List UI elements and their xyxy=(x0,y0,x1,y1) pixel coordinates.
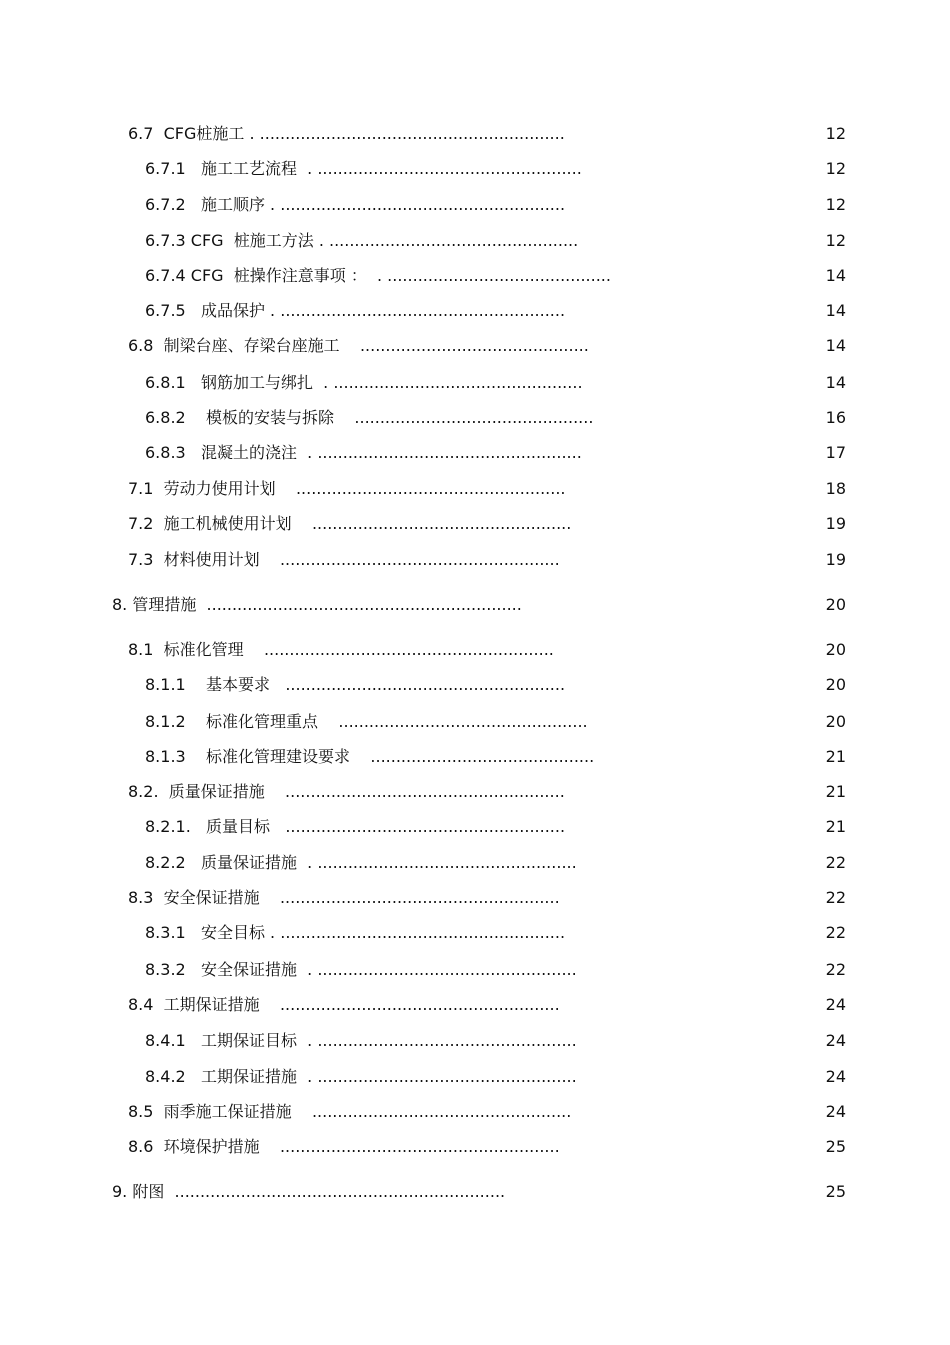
toc-entry-page-number: 14 xyxy=(825,301,846,320)
toc-entry[interactable] xyxy=(0,884,950,912)
toc-entry-title: 7.2 施工机械使用计划 ................................................... xyxy=(128,514,572,533)
toc-entry-title: 8. 管理措施 .............................................................. xyxy=(112,595,522,614)
toc-entry-page-number: 25 xyxy=(825,1137,846,1156)
toc-entry[interactable] xyxy=(0,155,950,183)
toc-entry[interactable] xyxy=(0,743,950,771)
toc-entry-title: 6.8.1 钢筋加工与绑扎 . ................................................. xyxy=(145,373,583,392)
toc-entry-title: 6.7.3 CFG 桩施工方法 . ................................................. xyxy=(145,231,579,250)
toc-entry-title: 7.3 材料使用计划 ....................................................... xyxy=(128,550,560,569)
toc-entry[interactable] xyxy=(0,262,950,290)
toc-entry-page-number: 16 xyxy=(825,408,846,427)
toc-entry-title: 8.4.1 工期保证目标 . ................................................... xyxy=(145,1031,577,1050)
toc-entry[interactable] xyxy=(0,120,950,148)
toc-entry-page-number: 25 xyxy=(825,1182,846,1201)
toc-entry-title: 8.3 安全保证措施 ....................................................... xyxy=(128,888,560,907)
toc-entry-title: 8.1.2 标准化管理重点 ................................................. xyxy=(145,712,588,731)
toc-entry-page-number: 22 xyxy=(825,923,846,942)
toc-entry[interactable] xyxy=(0,297,950,325)
toc-entry[interactable] xyxy=(0,1098,950,1126)
toc-entry-title: 8.4 工期保证措施 ....................................................... xyxy=(128,995,560,1014)
toc-entry-page-number: 14 xyxy=(825,266,846,285)
toc-entry-page-number: 21 xyxy=(825,817,846,836)
toc-entry[interactable] xyxy=(0,475,950,503)
toc-entry[interactable] xyxy=(0,546,950,574)
toc-entry[interactable] xyxy=(0,1063,950,1091)
toc-entry-title: 6.8.2 模板的安装与拆除 ............................................... xyxy=(145,408,594,427)
toc-entry-title: 8.2.1. 质量目标 ....................................................... xyxy=(145,817,566,836)
toc-entry-page-number: 12 xyxy=(825,124,846,143)
toc-entry-title: 6.8 制梁台座、存梁台座施工 ............................................. xyxy=(128,336,589,355)
toc-entry-page-number: 14 xyxy=(825,336,846,355)
toc-entry[interactable] xyxy=(0,849,950,877)
toc-entry-page-number: 14 xyxy=(825,373,846,392)
toc-entry[interactable] xyxy=(0,778,950,806)
toc-entry[interactable] xyxy=(0,332,950,360)
toc-entry-page-number: 20 xyxy=(825,595,846,614)
toc-entry-title: 8.3.2 安全保证措施 . ................................................... xyxy=(145,960,577,979)
toc-entry-page-number: 22 xyxy=(825,888,846,907)
toc-entry[interactable] xyxy=(0,439,950,467)
toc-entry[interactable] xyxy=(0,1027,950,1055)
toc-entry-title: 6.7.2 施工顺序 . ........................................................ xyxy=(145,195,566,214)
toc-entry-title: 8.4.2 工期保证措施 . ................................................... xyxy=(145,1067,577,1086)
toc-entry-page-number: 24 xyxy=(825,995,846,1014)
toc-entry-title: 8.1.3 标准化管理建设要求 ............................................ xyxy=(145,747,595,766)
toc-entry-page-number: 22 xyxy=(825,853,846,872)
toc-entry-page-number: 21 xyxy=(825,782,846,801)
toc-entry[interactable] xyxy=(0,813,950,841)
toc-entry[interactable] xyxy=(0,369,950,397)
toc-entry[interactable] xyxy=(0,671,950,699)
toc-entry-title: 6.7.4 CFG 桩操作注意事项 ： . ............................................ xyxy=(145,266,611,285)
toc-entry[interactable] xyxy=(0,991,950,1019)
toc-entry-title: 6.7 CFG桩施工 . ............................................................ xyxy=(128,124,565,143)
toc-entry[interactable] xyxy=(0,1133,950,1161)
toc-entry-title: 6.8.3 混凝土的浇注 . .................................................... xyxy=(145,443,582,462)
toc-entry-title: 8.6 环境保护措施 ....................................................... xyxy=(128,1137,560,1156)
toc-entry[interactable] xyxy=(0,919,950,947)
toc-entry[interactable] xyxy=(0,636,950,664)
toc-entry-page-number: 22 xyxy=(825,960,846,979)
toc-entry-page-number: 20 xyxy=(825,675,846,694)
toc-entry-title: 7.1 劳动力使用计划 ..................................................... xyxy=(128,479,566,498)
toc-entry-title: 8.3.1 安全目标 . ........................................................ xyxy=(145,923,566,942)
toc-entry[interactable] xyxy=(0,956,950,984)
toc-entry-page-number: 12 xyxy=(825,231,846,250)
toc-entry[interactable] xyxy=(0,404,950,432)
toc-entry-title: 8.2.2 质量保证措施 . ................................................... xyxy=(145,853,577,872)
toc-entry-page-number: 20 xyxy=(825,640,846,659)
toc-entry-title: 6.7.1 施工工艺流程 . .................................................... xyxy=(145,159,582,178)
toc-entry[interactable] xyxy=(0,1178,950,1206)
toc-entry[interactable] xyxy=(0,227,950,255)
toc-entry-page-number: 24 xyxy=(825,1031,846,1050)
toc-entry-page-number: 18 xyxy=(825,479,846,498)
toc-entry-title: 8.5 雨季施工保证措施 ................................................... xyxy=(128,1102,572,1121)
toc-entry-page-number: 12 xyxy=(825,195,846,214)
toc-entry-page-number: 20 xyxy=(825,712,846,731)
toc-entry-page-number: 24 xyxy=(825,1102,846,1121)
toc-entry-title: 9. 附图 ................................................................. xyxy=(112,1182,506,1201)
toc-entry-page-number: 17 xyxy=(825,443,846,462)
toc-entry[interactable] xyxy=(0,510,950,538)
toc-entry-page-number: 21 xyxy=(825,747,846,766)
toc-entry-title: 8.1 标准化管理 ......................................................... xyxy=(128,640,554,659)
toc-entry-page-number: 19 xyxy=(825,550,846,569)
toc-entry[interactable] xyxy=(0,591,950,619)
toc-entry-title: 8.2. 质量保证措施 ....................................................... xyxy=(128,782,565,801)
toc-entry-page-number: 24 xyxy=(825,1067,846,1086)
toc-entry-page-number: 12 xyxy=(825,159,846,178)
toc-entry-page-number: 19 xyxy=(825,514,846,533)
toc-entry-title: 8.1.1 基本要求 ....................................................... xyxy=(145,675,566,694)
toc-entry[interactable] xyxy=(0,708,950,736)
toc-entry-title: 6.7.5 成品保护 . ........................................................ xyxy=(145,301,566,320)
toc-entry[interactable] xyxy=(0,191,950,219)
